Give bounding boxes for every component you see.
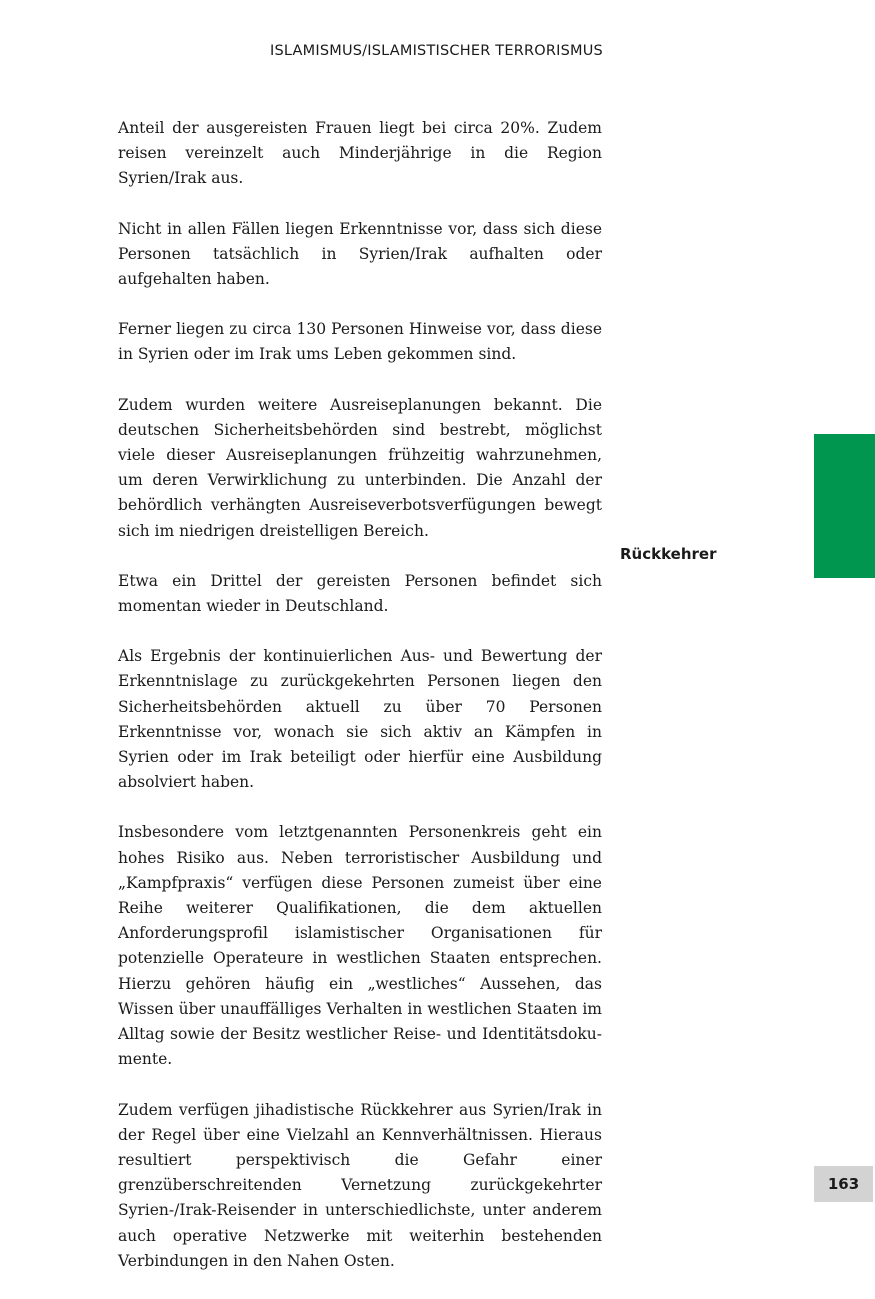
running-header: ISLAMISMUS/ISLAMISTISCHER TERRORISMUS <box>270 43 603 59</box>
main-text-column <box>118 116 602 1299</box>
paragraph-7: Insbesondere vom letztgenannten Personenkreis geht ein hohes Risiko aus. Neben terroristischer Ausbildung und „Kampfpraxis“ verfügen diese Personen zumeist über eine Reihe weiterer Qualifikationen, die dem aktuellen Anforderungsprofil islamistischer Organisationen für potenzielle Operateure in westlichen Staaten entsprechen. Hierzu gehören häufig ein „westliches“ Aussehen, das Wissen über unauffälliges Verhalten in westlichen Staaten im Alltag sowie der Besitz westlicher Reise- und Identitätsdokumente. <box>118 823 602 1069</box>
paragraph-5: Etwa ein Drittel der gereisten Personen befindet sich momentan wieder in Deutschland. <box>118 571 602 616</box>
paragraph-4: Zudem wurden weitere Ausreiseplanungen bekannt. Die deutschen Sicherheitsbehörden sind bestrebt, möglichst viele dieser Ausreiseplanungen frühzeitig wahrzunehmen, um deren Verwirklichung zu unterbinden. Die Anzahl der behördlich verhängten Ausreiseverbotsverfügungen bewegt sich im niedrigen dreistelligen Bereich. <box>118 395 602 540</box>
paragraph-1: Anteil der ausgereisten Frauen liegt bei circa 20%. Zudem reisen vereinzelt auch Minderjährige in die Region Syrien/Irak aus. <box>118 119 602 188</box>
paragraph-2: Nicht in allen Fällen liegen Erkenntnisse vor, dass sich diese Personen tatsächlich in Syrien/Irak aufhalten oder aufgehalten haben. <box>118 219 602 289</box>
section-tab <box>814 434 875 578</box>
page-number: 163 <box>814 1166 873 1202</box>
paragraph-8: Zudem verfügen jihadistische Rückkehrer aus Syrien/Irak in der Regel über eine Vielzahl an Kennverhältnissen. Hieraus resultiert perspektivisch die Gefahr einer grenzüberschreitenden Vernetzung zurückgekehrter Syrien-/Irak-Reisender in unterschiedlichste, unter anderem auch operative Netzwerke mit weiterhin bestehenden Verbindungen in den Nahen Osten. <box>118 1100 602 1270</box>
margin-note-rueckkehrer: Rückkehrer <box>620 545 717 563</box>
paragraph-6: Als Ergebnis der kontinuierlichen Aus- und Bewertung der Erkenntnislage zu zurückgekehrten Personen liegen den Sicherheitsbehörden aktuell zu über 70 Personen Erkenntnisse vor, wonach sie sich aktiv an Kämpfen in Syrien oder im Irak beteiligt oder hierfür eine Ausbildung absolviert haben. <box>118 647 602 792</box>
paragraph-3: Ferner liegen zu circa 130 Personen Hinweise vor, dass diese in Syrien oder im Irak ums Leben gekommen sind. <box>118 320 602 364</box>
